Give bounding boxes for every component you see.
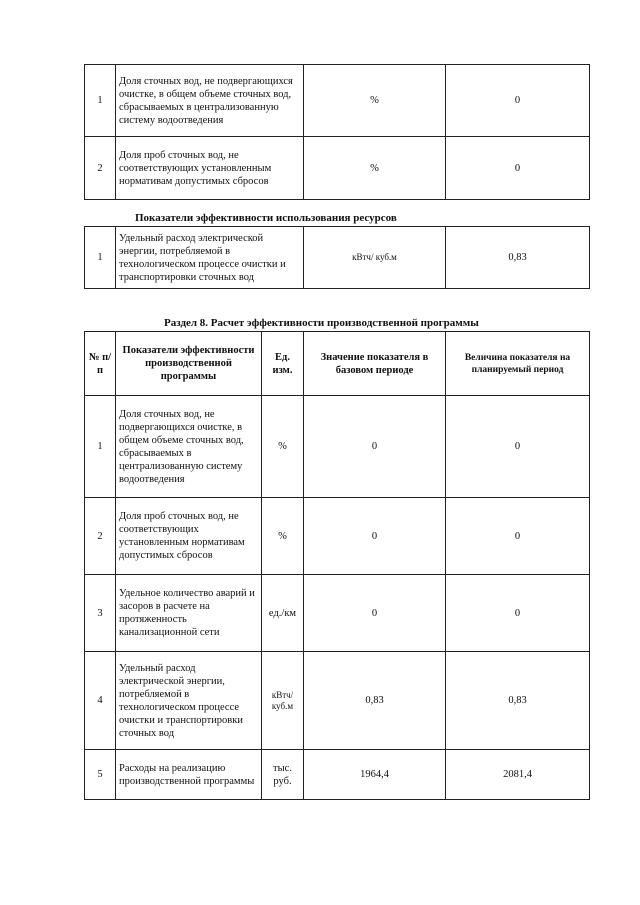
row-number: 1 — [85, 227, 116, 289]
row-number: 3 — [85, 575, 116, 652]
plan-value: 0 — [446, 396, 590, 498]
table-row — [85, 652, 590, 750]
header-unit: Ед. изм. — [262, 332, 304, 396]
indicator-name: Доля сточных вод, не подвергающихся очистке, в общем объеме сточных вод, сбрасываемых в централизованную систему водоотведения — [116, 65, 304, 137]
table-wastewater-top — [84, 64, 590, 200]
value: 0,83 — [446, 227, 590, 289]
table-row — [85, 396, 590, 498]
section8-title: Раздел 8. Расчет эффективности производственной программы — [164, 317, 479, 329]
base-value: 0 — [304, 498, 446, 575]
row-number: 2 — [85, 498, 116, 575]
unit: кВтч/ куб.м — [304, 227, 446, 289]
table-efficiency — [84, 331, 590, 800]
indicator-name: Удельное количество аварий и засоров в расчете на протяженность канализационной сети — [116, 575, 262, 652]
indicator-name: Доля проб сточных вод, не соответствующих установленным нормативам допустимых сбросов — [116, 137, 304, 200]
table-resources — [84, 226, 590, 289]
section-resources-title: Показатели эффективности использования ресурсов — [135, 212, 397, 224]
table-header-row — [85, 332, 590, 396]
unit: % — [262, 396, 304, 498]
table-row — [85, 65, 590, 137]
table-row — [85, 575, 590, 652]
indicator-name: Удельный расход электрической энергии, потребляемой в технологическом процессе очистки и транспортировки сточных вод — [116, 227, 304, 289]
table-row — [85, 137, 590, 200]
row-number: 5 — [85, 750, 116, 800]
unit: % — [262, 498, 304, 575]
header-name: Показатели эффективности производственной программы — [116, 332, 262, 396]
table-row — [85, 498, 590, 575]
unit: % — [304, 137, 446, 200]
unit: тыс. руб. — [262, 750, 304, 800]
base-value: 0 — [304, 575, 446, 652]
plan-value: 2081,4 — [446, 750, 590, 800]
indicator-name: Доля сточных вод, не подвергающихся очистке, в общем объеме сточных вод, сбрасываемых в централизованную систему водоотведения — [116, 396, 262, 498]
row-number: 4 — [85, 652, 116, 750]
unit: % — [304, 65, 446, 137]
row-number: 1 — [85, 396, 116, 498]
indicator-name: Расходы на реализацию производственной программы — [116, 750, 262, 800]
base-value: 0 — [304, 396, 446, 498]
table-row — [85, 227, 590, 289]
indicator-name: Удельный расход электрической энергии, потребляемой в технологическом процессе очистки и транспортировки сточных вод — [116, 652, 262, 750]
value: 0 — [446, 65, 590, 137]
plan-value: 0 — [446, 575, 590, 652]
plan-value: 0 — [446, 498, 590, 575]
unit: кВтч/ куб.м — [262, 652, 304, 750]
header-plan: Величина показателя на планируемый период — [446, 332, 590, 396]
indicator-name: Доля проб сточных вод, не соответствующих установленным нормативам допустимых сбросов — [116, 498, 262, 575]
row-number: 1 — [85, 65, 116, 137]
base-value: 1964,4 — [304, 750, 446, 800]
value: 0 — [446, 137, 590, 200]
row-number: 2 — [85, 137, 116, 200]
plan-value: 0,83 — [446, 652, 590, 750]
table-row — [85, 750, 590, 800]
base-value: 0,83 — [304, 652, 446, 750]
header-base: Значение показателя в базовом периоде — [304, 332, 446, 396]
header-num: № п/п — [85, 332, 116, 396]
unit: ед./км — [262, 575, 304, 652]
